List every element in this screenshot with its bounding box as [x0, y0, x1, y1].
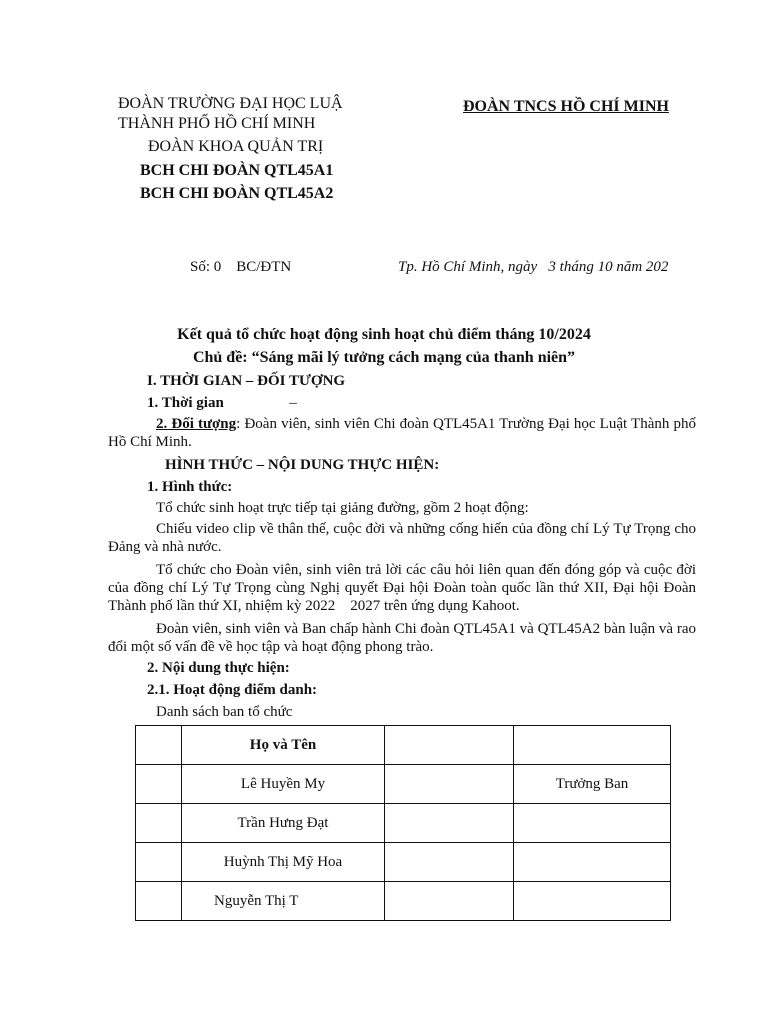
- table-cell: Trưởng Ban: [514, 765, 671, 804]
- table-cell: [514, 804, 671, 843]
- report-title: Kết quả tổ chức hoạt động sinh hoạt chủ điểm tháng 10/2024: [177, 326, 591, 343]
- list-label: Danh sách ban tổ chức: [156, 704, 293, 720]
- doc-number: Số: 0 BC/ĐTN: [190, 259, 292, 275]
- form-intro-text: Tổ chức sinh hoạt trực tiếp tại giảng đường, gồm 2 hoạt động:: [156, 500, 529, 516]
- table-header-cell: Họ và Tên: [182, 726, 385, 765]
- table-cell: [136, 882, 182, 921]
- form-paragraph-2: [108, 561, 700, 615]
- form-paragraph-2-text: Tổ chức cho Đoàn viên, sinh viên trả lời các câu hỏi liên quan đến đóng góp và cuộc đời của đồng chí Lý Tự Trọng cùng Nghị quyết Đại hội Đoàn toàn quốc lần thứ XII, Đại hội Đoàn Thành phố lần thứ XI, nhiệm kỳ 2022 2027 trên ứng dụng Kahoot.: [108, 562, 700, 614]
- table-cell: [385, 765, 514, 804]
- form-paragraph-1-text: Chiếu video clip về thân thế, cuộc đời và những cống hiến của đồng chí Lý Tự Trọng cho Đảng và nhà nước.: [108, 521, 696, 555]
- table-cell: [136, 843, 182, 882]
- org-line-4: BCH CHI ĐOÀN QTL45A1: [140, 162, 334, 179]
- item-time: [147, 395, 297, 412]
- table-cell: Trần Hưng Đạt: [182, 804, 385, 843]
- item-target-text: : Đoàn viên, sinh viên Chi đoàn QTL45A1 Trường Đại học Luật Thành phố Hồ Chí Minh.: [108, 416, 696, 450]
- org-line-3: ĐOÀN KHOA QUẢN TRỊ: [148, 138, 324, 155]
- table-cell: [385, 843, 514, 882]
- table-cell: [385, 882, 514, 921]
- section-heading-1: I. THỜI GIAN – ĐỐI TƯỢNG: [147, 373, 346, 389]
- form-paragraph-3: [108, 620, 696, 656]
- item-time-value: –: [289, 395, 297, 411]
- form-label: 1. Hình thức:: [147, 479, 233, 495]
- report-subtitle: Chủ đề: “Sáng mãi lý tưởng cách mạng của thanh niên”: [192, 349, 576, 366]
- right-title: ĐOÀN TNCS HỒ CHÍ MINH: [463, 98, 669, 115]
- table-cell: [514, 882, 671, 921]
- organizer-table: [135, 725, 671, 921]
- item-target-label: 2. Đối tượng: [156, 416, 237, 432]
- table-cell: [385, 804, 514, 843]
- table-cell: Nguyễn Thị T: [182, 882, 385, 921]
- table-header-cell: [136, 726, 182, 765]
- table-header-cell: [385, 726, 514, 765]
- place-date: Tp. Hồ Chí Minh, ngày 3 tháng 10 năm 202: [398, 259, 669, 275]
- form-paragraph-3-text: Đoàn viên, sinh viên và Ban chấp hành Chi đoàn QTL45A1 và QTL45A2 bàn luận và rao đổi một số vấn đề về học tập và hoạt động phong trào.: [108, 621, 696, 655]
- item-time-label: 1. Thời gian: [147, 395, 224, 411]
- org-line-5: BCH CHI ĐOÀN QTL45A2: [140, 185, 334, 202]
- org-line-2: THÀNH PHỐ HỒ CHÍ MINH: [118, 115, 316, 132]
- table-row: [136, 843, 671, 882]
- table-cell: [136, 804, 182, 843]
- activity-label: 2.1. Hoạt động điểm danh:: [147, 682, 318, 698]
- table-cell: Huỳnh Thị Mỹ Hoa: [182, 843, 385, 882]
- table-cell: Lê Huyền My: [182, 765, 385, 804]
- content-label: 2. Nội dung thực hiện:: [147, 660, 290, 676]
- section-heading-2: HÌNH THỨC – NỘI DUNG THỰC HIỆN:: [165, 457, 440, 473]
- table-row: [136, 804, 671, 843]
- item-target: [108, 415, 696, 451]
- table-cell: [514, 843, 671, 882]
- form-paragraph-1: [108, 520, 696, 556]
- org-line-1: ĐOÀN TRƯỜNG ĐẠI HỌC LUẬ: [118, 95, 343, 112]
- form-intro: [108, 499, 696, 517]
- table-header-row: [136, 726, 671, 765]
- table-cell: [136, 765, 182, 804]
- table-row: [136, 882, 671, 921]
- table-row: [136, 765, 671, 804]
- table-header-cell: [514, 726, 671, 765]
